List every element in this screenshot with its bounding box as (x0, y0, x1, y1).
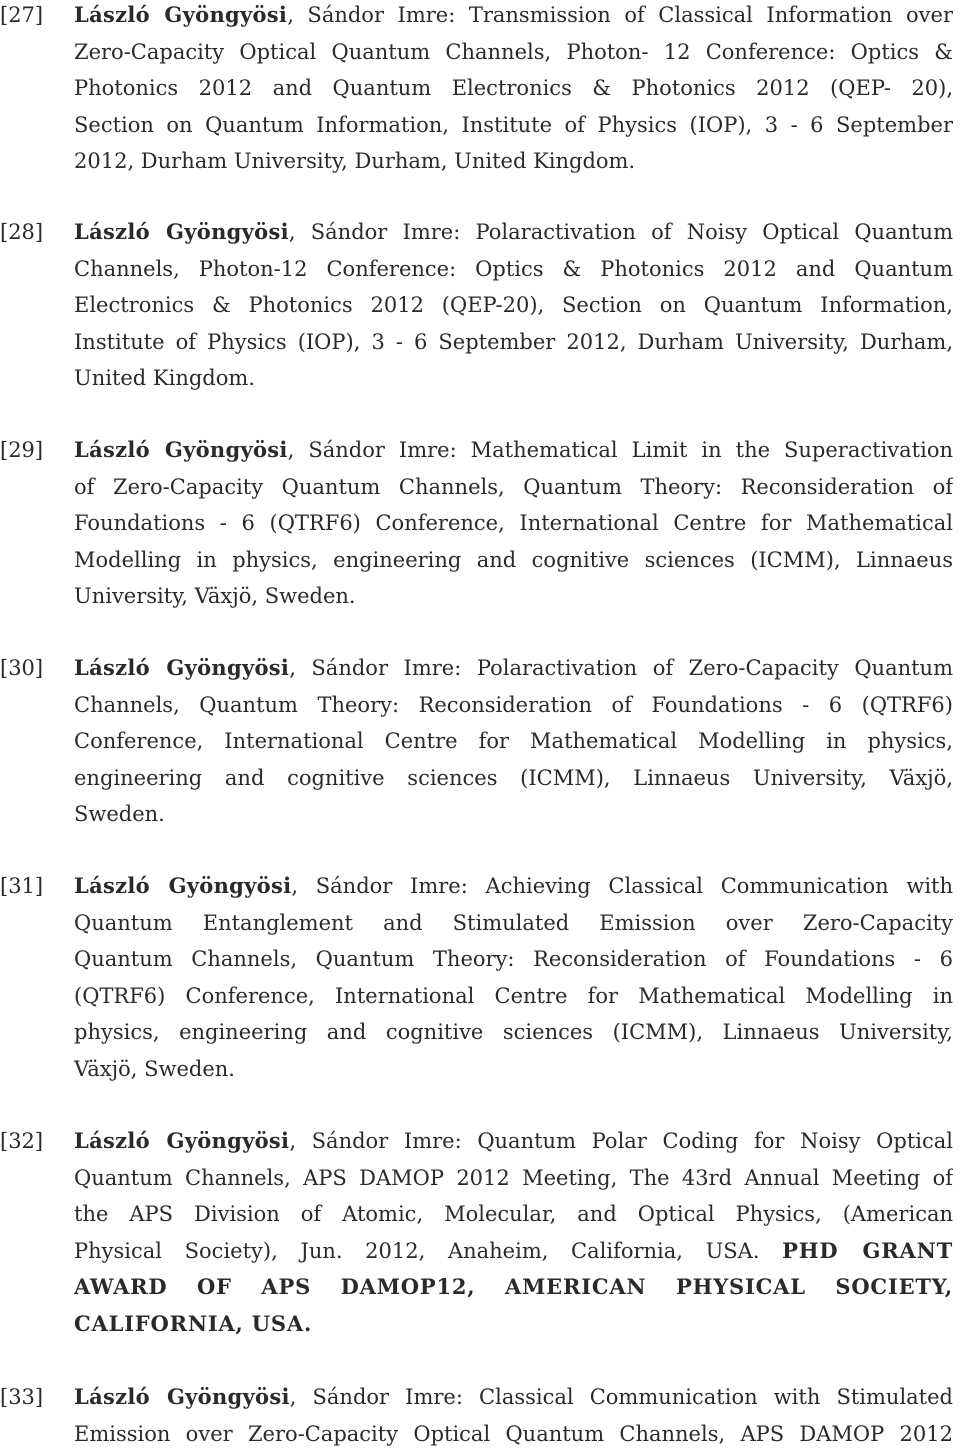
reference-line: University, Växjö, Sweden. (74, 578, 953, 615)
reference-line: László Gyöngyösi, Sándor Imre: Polaractivation of Zero-Capacity Quantum (74, 650, 953, 687)
reference-text (74, 432, 953, 615)
reference-line: Institute of Physics (IOP), 3 - 6 September 2012, Durham University, Durham, (74, 324, 953, 361)
award-text: AWARD OF APS DAMOP12, AMERICAN PHYSICAL SOCIETY, (74, 1269, 953, 1306)
reference-line: (QTRF6) Conference, International Centre for Mathematical Modelling in (74, 978, 953, 1015)
reference-text (74, 1379, 953, 1452)
reference-line: László Gyöngyösi, Sándor Imre: Polaractivation of Noisy Optical Quantum (74, 214, 953, 251)
reference-text (74, 1123, 953, 1342)
reference-text (74, 650, 953, 833)
author-name-bold: László Gyöngyösi (74, 2, 287, 27)
reference-line: László Gyöngyösi, Sándor Imre: Achieving Classical Communication with (74, 868, 953, 905)
reference-number: [29] (0, 432, 43, 469)
reference-line: physics, engineering and cognitive sciences (ICMM), Linnaeus University, (74, 1014, 953, 1051)
author-name-bold: László Gyöngyösi (74, 219, 289, 244)
author-name-bold: László Gyöngyösi (74, 655, 289, 680)
reference-text (74, 868, 953, 1087)
reference-line: 2012, Durham University, Durham, United Kingdom. (74, 143, 953, 180)
reference-line: Sweden. (74, 796, 953, 833)
reference-line: Physical Society), Jun. 2012, Anaheim, California, USA. PHD GRANT (74, 1233, 953, 1270)
reference-line: László Gyöngyösi, Sándor Imre: Quantum Polar Coding for Noisy Optical (74, 1123, 953, 1160)
reference-line: United Kingdom. (74, 360, 953, 397)
reference-number: [27] (0, 0, 43, 34)
reference-line: László Gyöngyösi, Sándor Imre: Mathematical Limit in the Superactivation (74, 432, 953, 469)
reference-line: László Gyöngyösi, Sándor Imre: Classical Communication with Stimulated (74, 1379, 953, 1416)
reference-line: Photonics 2012 and Quantum Electronics & Photonics 2012 (QEP- 20), (74, 70, 953, 107)
reference-line: Electronics & Photonics 2012 (QEP-20), Section on Quantum Information, (74, 287, 953, 324)
reference-line: engineering and cognitive sciences (ICMM), Linnaeus University, Växjö, (74, 760, 953, 797)
author-name-bold: László Gyöngyösi (74, 1128, 289, 1153)
reference-line: Quantum Channels, Quantum Theory: Reconsideration of Foundations - 6 (74, 941, 953, 978)
reference-text (74, 0, 953, 180)
reference-line: Quantum Entanglement and Stimulated Emission over Zero-Capacity (74, 905, 953, 942)
reference-number: [31] (0, 868, 43, 905)
award-text: CALIFORNIA, USA. (74, 1306, 953, 1343)
reference-number: [30] (0, 650, 43, 687)
award-text: PHD GRANT (782, 1238, 953, 1263)
reference-line: Foundations - 6 (QTRF6) Conference, International Centre for Mathematical (74, 505, 953, 542)
reference-line: of Zero-Capacity Quantum Channels, Quantum Theory: Reconsideration of (74, 469, 953, 506)
reference-number: [28] (0, 214, 43, 251)
reference-text (74, 214, 953, 397)
reference-number: [32] (0, 1123, 43, 1160)
author-name-bold: László Gyöngyösi (74, 873, 291, 898)
reference-number: [33] (0, 1379, 43, 1416)
reference-line: Modelling in physics, engineering and cognitive sciences (ICMM), Linnaeus (74, 542, 953, 579)
reference-line: Emission over Zero-Capacity Optical Quantum Channels, APS DAMOP 2012 (74, 1416, 953, 1452)
reference-line: Section on Quantum Information, Institute of Physics (IOP), 3 - 6 September (74, 107, 953, 144)
author-name-bold: László Gyöngyösi (74, 1384, 290, 1409)
reference-line: Channels, Quantum Theory: Reconsideration of Foundations - 6 (QTRF6) (74, 687, 953, 724)
reference-line: Channels, Photon-12 Conference: Optics & Photonics 2012 and Quantum (74, 251, 953, 288)
author-name-bold: László Gyöngyösi (74, 437, 288, 462)
reference-line: László Gyöngyösi, Sándor Imre: Transmission of Classical Information over (74, 0, 953, 34)
reference-line: Quantum Channels, APS DAMOP 2012 Meeting, The 43rd Annual Meeting of (74, 1160, 953, 1197)
reference-line: the APS Division of Atomic, Molecular, and Optical Physics, (American (74, 1196, 953, 1233)
reference-line: Växjö, Sweden. (74, 1051, 953, 1088)
reference-line: Conference, International Centre for Mathematical Modelling in physics, (74, 723, 953, 760)
reference-line: Zero-Capacity Optical Quantum Channels, Photon- 12 Conference: Optics & (74, 34, 953, 71)
